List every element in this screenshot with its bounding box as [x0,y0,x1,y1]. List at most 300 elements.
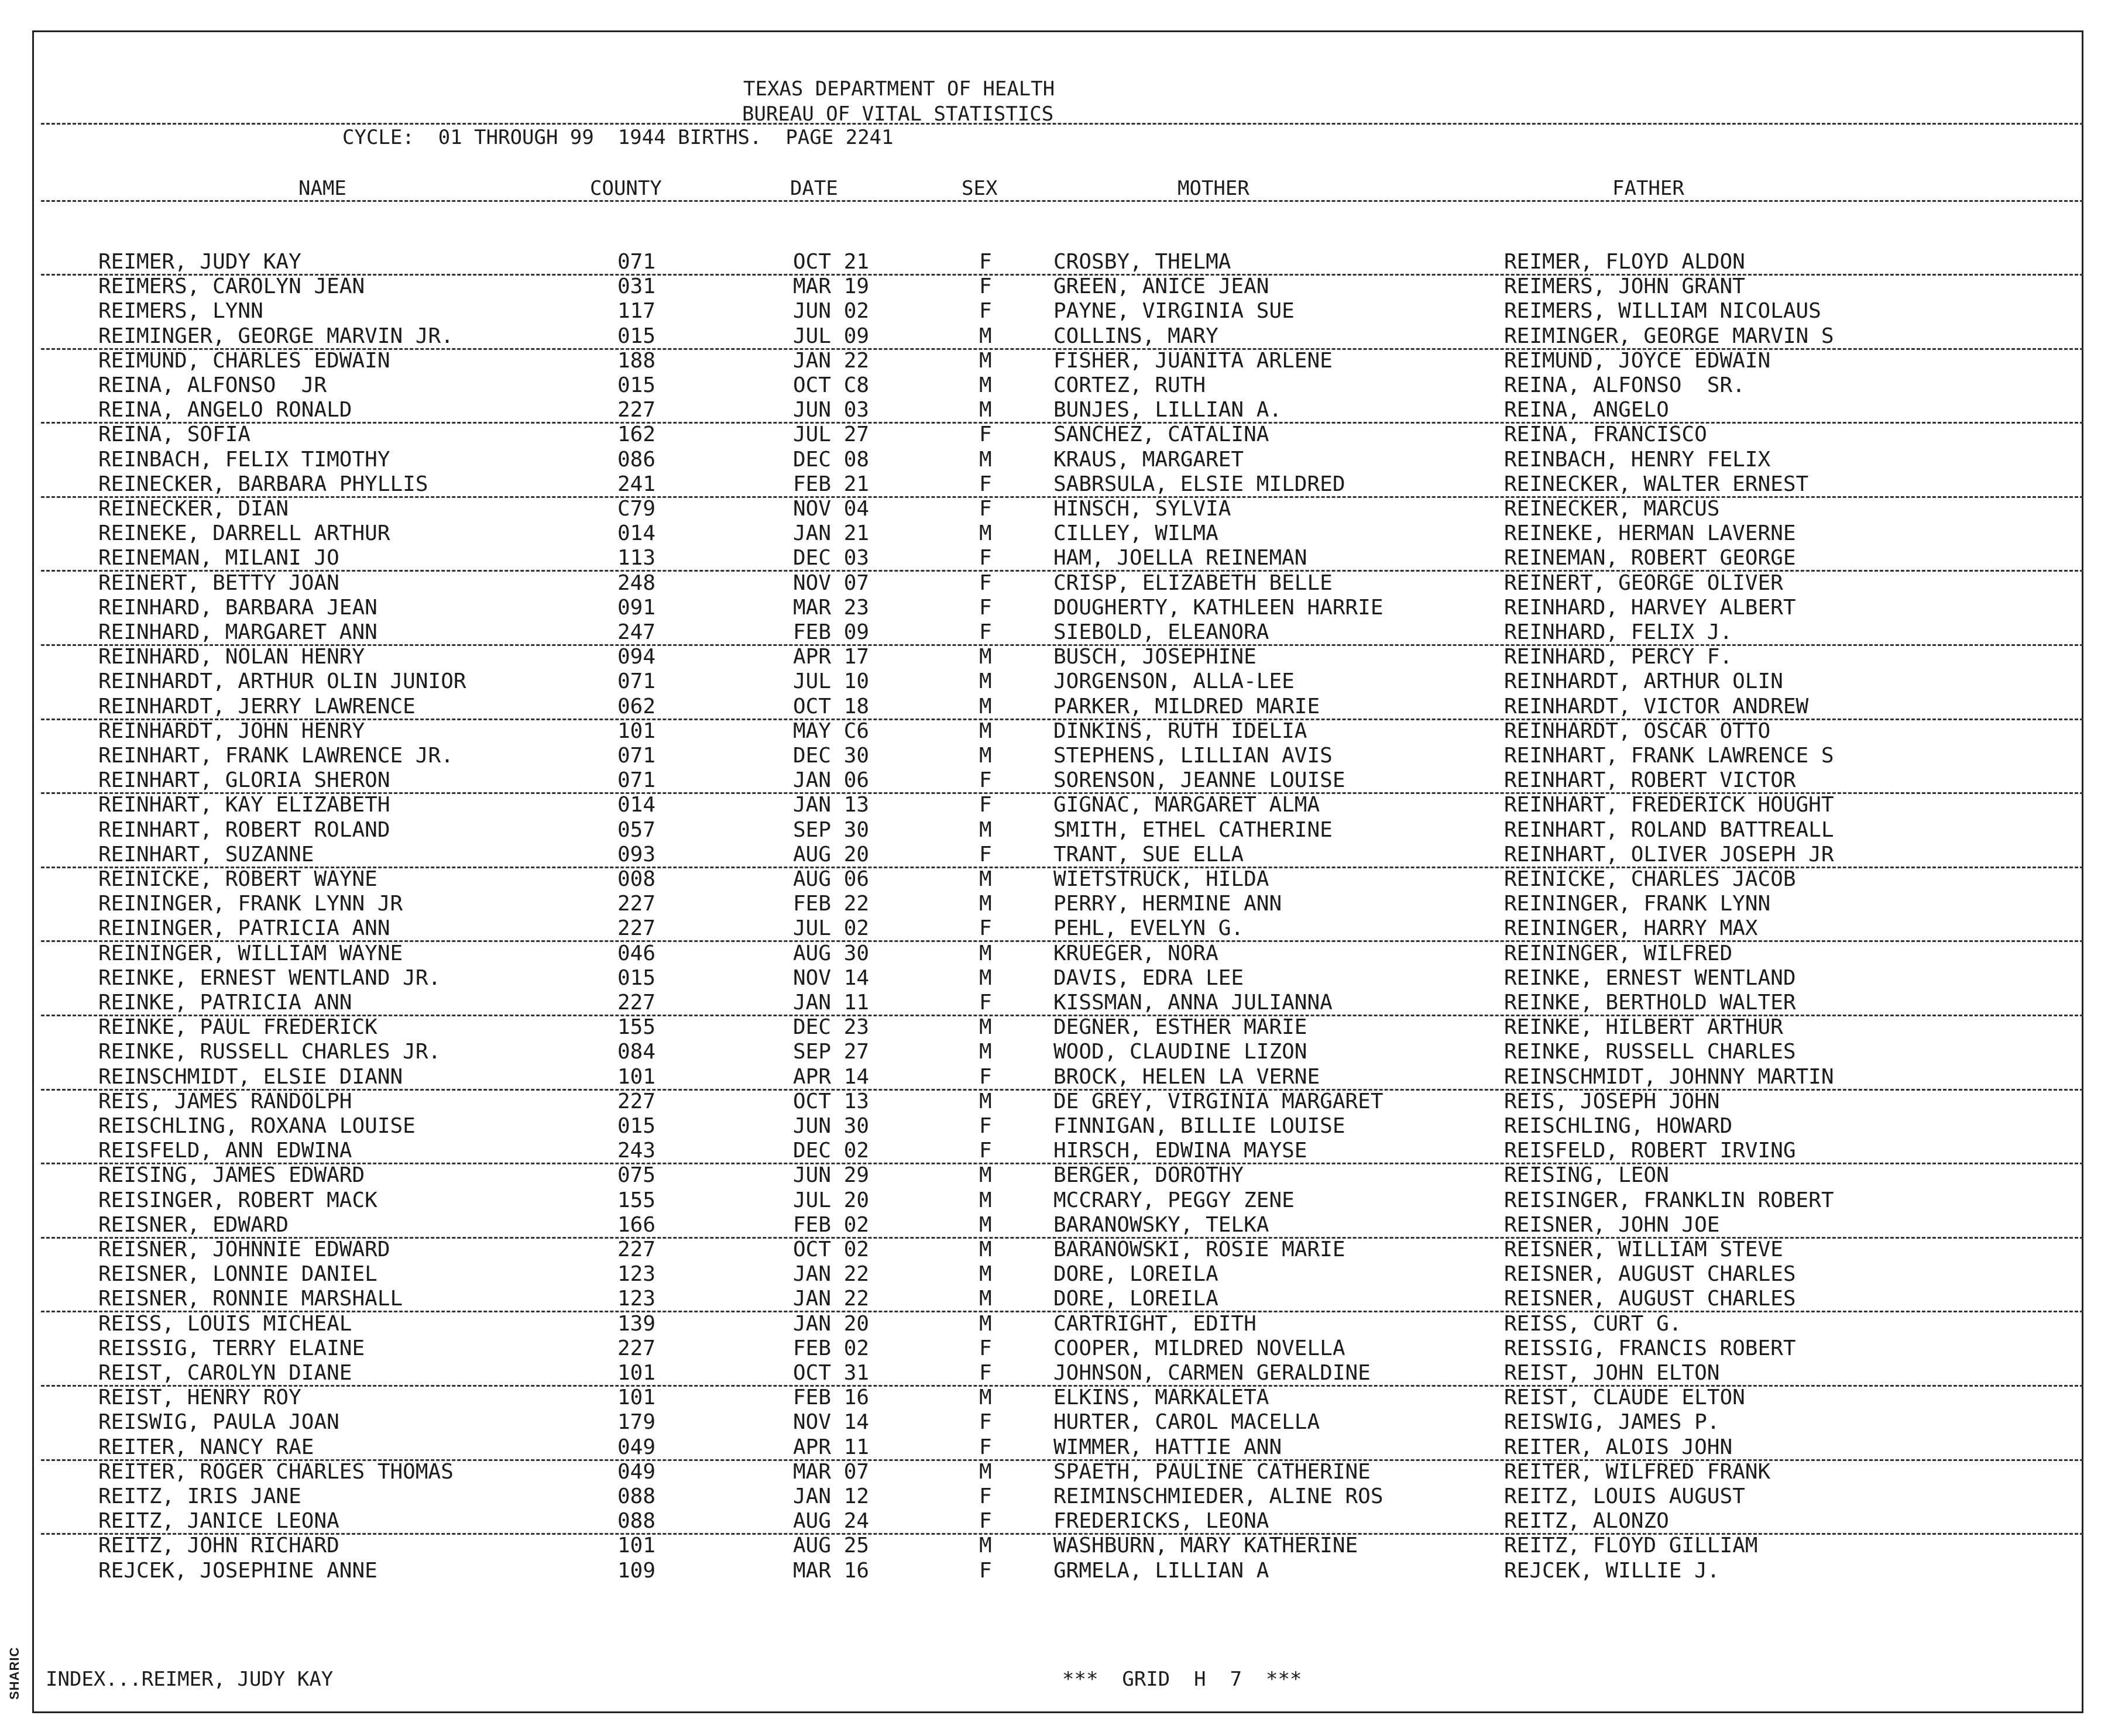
divider [41,200,2083,202]
record-sex: F [979,274,992,299]
record-county: 088 [617,1509,656,1534]
record-mother: CORTEZ, RUTH [1053,373,1206,397]
record-county: 188 [617,348,656,373]
record-county: 084 [617,1040,656,1064]
record-name: REISING, JAMES EDWARD [98,1163,365,1188]
record-name: REINHART, GLORIA SHERON [98,768,390,793]
record-mother: CRISP, ELIZABETH BELLE [1053,570,1333,595]
record-date: FEB 09 [793,620,870,644]
record-county: 247 [617,620,656,644]
record-father: REININGER, WILFRED [1504,941,1733,965]
record-date: AUG 30 [793,941,870,965]
record-date: JUL 09 [793,324,870,348]
record-sex: F [979,842,992,867]
record-date: AUG 06 [793,867,870,891]
record-name: REISINGER, ROBERT MACK [98,1188,377,1212]
record-mother: SIEBOLD, ELEANORA [1053,620,1269,644]
record-sex: M [979,1534,992,1558]
record-sex: M [979,348,992,373]
record-sex: F [979,1064,992,1089]
record-father: REINHARDT, VICTOR ANDREW [1504,694,1809,719]
record-mother: GREEN, ANICE JEAN [1053,274,1269,299]
record-date: JUN 30 [793,1114,870,1138]
record-sex: M [979,1262,992,1287]
record-father: REINHART, FRANK LAWRENCE S [1504,744,1834,768]
record-name: REISCHLING, ROXANA LOUISE [98,1114,416,1138]
record-father: REINHARD, HARVEY ALBERT [1504,595,1796,620]
report-title: TEXAS DEPARTMENT OF HEALTH [743,77,1055,101]
record-county: 015 [617,324,656,348]
record-name: REITER, NANCY RAE [98,1435,314,1459]
record-date: JUL 20 [793,1188,870,1212]
record-county: 123 [617,1287,656,1311]
record-county: 062 [617,694,656,719]
record-date: MAY C6 [793,719,870,743]
record-name: REISNER, EDWARD [98,1212,289,1237]
record-father: REINERT, GEORGE OLIVER [1504,570,1783,595]
cycle-line: CYCLE: 01 THROUGH 99 1944 BIRTHS. PAGE 2241 [342,126,894,149]
record-name: REIS, JAMES RANDOLPH [98,1089,352,1113]
record-date: MAR 16 [793,1558,870,1583]
record-father: REINHART, FREDERICK HOUGHT [1504,793,1834,817]
record-mother: HURTER, CAROL MACELLA [1053,1410,1320,1435]
record-mother: JORGENSON, ALLA-LEE [1053,669,1295,694]
record-mother: PEHL, EVELYN G. [1053,916,1244,941]
record-date: JAN 12 [793,1484,870,1508]
record-sex: F [979,793,992,817]
column-header-mother: MOTHER [1177,177,1249,200]
record-county: 155 [617,1188,656,1212]
record-county: 049 [617,1435,656,1459]
record-mother: KISSMAN, ANNA JULIANNA [1053,991,1333,1015]
record-mother: CARTRIGHT, EDITH [1053,1311,1257,1336]
record-date: DEC 23 [793,1015,870,1040]
side-label: SHARIC [7,1646,22,1700]
record-father: REINA, FRANCISCO [1504,422,1707,447]
record-mother: PARKER, MILDRED MARIE [1053,694,1320,719]
record-name: REITER, ROGER CHARLES THOMAS [98,1459,454,1484]
record-county: 094 [617,645,656,669]
record-father: REININGER, FRANK LYNN [1504,892,1771,916]
divider [41,123,2083,125]
record-sex: F [979,546,992,570]
record-county: 057 [617,817,656,842]
record-sex: M [979,1459,992,1484]
record-mother: KRUEGER, NORA [1053,941,1218,965]
record-father: REINHARD, PERCY F. [1504,645,1733,669]
record-county: 093 [617,842,656,867]
record-mother: SANCHEZ, CATALINA [1053,422,1269,447]
record-date: FEB 21 [793,472,870,496]
record-county: 101 [617,1064,656,1089]
record-name: REIMERS, LYNN [98,299,263,324]
record-father: REISSIG, FRANCIS ROBERT [1504,1336,1796,1360]
record-date: NOV 04 [793,497,870,521]
record-mother: FISHER, JUANITA ARLENE [1053,348,1333,373]
record-father: REININGER, HARRY MAX [1504,916,1758,941]
record-father: REISS, CURT G. [1504,1311,1682,1336]
record-father: REIST, JOHN ELTON [1504,1361,1720,1385]
record-mother: WIMMER, HATTIE ANN [1053,1435,1282,1459]
record-date: AUG 24 [793,1509,870,1534]
record-sex: F [979,1410,992,1435]
record-county: 227 [617,1089,656,1113]
record-date: JAN 22 [793,1262,870,1287]
record-name: REININGER, PATRICIA ANN [98,916,390,941]
record-sex: M [979,892,992,916]
record-name: REINHARDT, JERRY LAWRENCE [98,694,416,719]
column-header-father: FATHER [1612,177,1684,200]
record-mother: BUSCH, JOSEPHINE [1053,645,1257,669]
record-name: REIMINGER, GEORGE MARVIN JR. [98,324,454,348]
record-mother: TRANT, SUE ELLA [1053,842,1244,867]
record-sex: F [979,916,992,941]
record-father: REINKE, BERTHOLD WALTER [1504,991,1796,1015]
record-name: REINHART, SUZANNE [98,842,314,867]
record-father: REISNER, AUGUST CHARLES [1504,1287,1796,1311]
record-mother: DAVIS, EDRA LEE [1053,965,1244,990]
record-father: REINHART, OLIVER JOSEPH JR [1504,842,1834,867]
record-sex: F [979,497,992,521]
record-father: REIMER, FLOYD ALDON [1504,250,1745,274]
column-header-date: DATE [790,177,838,200]
record-county: C79 [617,497,656,521]
record-father: REIMUND, JOYCE EDWAIN [1504,348,1771,373]
record-name: REINSCHMIDT, ELSIE DIANN [98,1064,403,1089]
record-sex: M [979,1015,992,1040]
record-name: REISFELD, ANN EDWINA [98,1139,352,1163]
record-sex: F [979,595,992,620]
record-mother: GRMELA, LILLIAN A [1053,1558,1269,1583]
record-sex: F [979,620,992,644]
record-name: REISWIG, PAULA JOAN [98,1410,339,1435]
record-date: OCT 31 [793,1361,870,1385]
record-name: REINHART, ROBERT ROLAND [98,817,390,842]
record-name: REITZ, JOHN RICHARD [98,1534,339,1558]
record-date: JUL 02 [793,916,870,941]
record-county: 117 [617,299,656,324]
record-sex: M [979,1311,992,1336]
record-father: REINHARDT, ARTHUR OLIN [1504,669,1783,694]
record-name: REININGER, WILLIAM WAYNE [98,941,403,965]
record-father: REISWIG, JAMES P. [1504,1410,1720,1435]
record-sex: M [979,521,992,546]
record-mother: WIETSTRUCK, HILDA [1053,867,1269,891]
record-date: FEB 22 [793,892,870,916]
record-name: REINHART, KAY ELIZABETH [98,793,390,817]
record-county: 227 [617,991,656,1015]
record-sex: M [979,645,992,669]
record-father: REINEKE, HERMAN LAVERNE [1504,521,1796,546]
record-father: REINKE, RUSSELL CHARLES [1504,1040,1796,1064]
record-sex: M [979,447,992,472]
record-county: 243 [617,1139,656,1163]
record-father: REITZ, LOUIS AUGUST [1504,1484,1745,1508]
record-county: 155 [617,1015,656,1040]
record-date: MAR 19 [793,274,870,299]
record-date: OCT 21 [793,250,870,274]
record-father: REITZ, FLOYD GILLIAM [1504,1534,1758,1558]
record-mother: HINSCH, SYLVIA [1053,497,1231,521]
record-mother: COOPER, MILDRED NOVELLA [1053,1336,1345,1360]
record-father: REINECKER, WALTER ERNEST [1504,472,1809,496]
record-mother: GIGNAC, MARGARET ALMA [1053,793,1320,817]
record-mother: DORE, LOREILA [1053,1262,1218,1287]
record-sex: F [979,422,992,447]
record-sex: F [979,991,992,1015]
record-sex: M [979,398,992,422]
record-sex: F [979,570,992,595]
record-father: REINECKER, MARCUS [1504,497,1720,521]
record-mother: BROCK, HELEN LA VERNE [1053,1064,1320,1089]
record-name: REINEKE, DARRELL ARTHUR [98,521,390,546]
record-county: 015 [617,373,656,397]
record-name: REJCEK, JOSEPHINE ANNE [98,1558,377,1583]
record-county: 109 [617,1558,656,1583]
record-mother: DE GREY, VIRGINIA MARGARET [1053,1089,1384,1113]
record-date: OCT 13 [793,1089,870,1113]
record-father: REISNER, AUGUST CHARLES [1504,1262,1796,1287]
record-date: JUL 10 [793,669,870,694]
column-header-sex: SEX [962,177,998,200]
record-name: REINA, SOFIA [98,422,251,447]
record-date: NOV 14 [793,1410,870,1435]
record-mother: REIMINSCHMIEDER, ALINE ROS [1053,1484,1384,1508]
record-father: REITER, ALOIS JOHN [1504,1435,1733,1459]
record-date: JAN 22 [793,1287,870,1311]
record-county: 049 [617,1459,656,1484]
record-date: JAN 21 [793,521,870,546]
record-name: REIMUND, CHARLES EDWAIN [98,348,390,373]
record-mother: WASHBURN, MARY KATHERINE [1053,1534,1358,1558]
record-father: REINHARD, FELIX J. [1504,620,1733,644]
record-mother: JOHNSON, CARMEN GERALDINE [1053,1361,1371,1385]
record-name: REINECKER, BARBARA PHYLLIS [98,472,428,496]
record-name: REINHARD, BARBARA JEAN [98,595,377,620]
record-county: 071 [617,768,656,793]
record-mother: DOUGHERTY, KATHLEEN HARRIE [1053,595,1384,620]
record-sex: F [979,1484,992,1508]
record-name: REINHARD, NOLAN HENRY [98,645,365,669]
record-county: 015 [617,1114,656,1138]
record-father: REISNER, WILLIAM STEVE [1504,1237,1783,1261]
record-county: 227 [617,1237,656,1261]
record-mother: MCCRARY, PEGGY ZENE [1053,1188,1295,1212]
record-sex: F [979,1361,992,1385]
record-county: 113 [617,546,656,570]
record-mother: BUNJES, LILLIAN A. [1053,398,1282,422]
record-mother: KRAUS, MARGARET [1053,447,1244,472]
record-county: 088 [617,1484,656,1508]
record-county: 227 [617,916,656,941]
record-father: REINHART, ROBERT VICTOR [1504,768,1796,793]
record-sex: F [979,1509,992,1534]
record-name: REINKE, RUSSELL CHARLES JR. [98,1040,441,1064]
record-date: SEP 27 [793,1040,870,1064]
record-sex: F [979,472,992,496]
record-date: DEC 03 [793,546,870,570]
record-name: REINA, ANGELO RONALD [98,398,352,422]
record-sex: M [979,744,992,768]
record-date: OCT 02 [793,1237,870,1261]
record-county: 075 [617,1163,656,1188]
record-mother: SORENSON, JEANNE LOUISE [1053,768,1345,793]
record-county: 071 [617,744,656,768]
record-county: 031 [617,274,656,299]
record-father: REISFELD, ROBERT IRVING [1504,1139,1796,1163]
record-sex: F [979,1336,992,1360]
record-father: REIMINGER, GEORGE MARVIN S [1504,324,1834,348]
record-date: JAN 11 [793,991,870,1015]
record-father: REJCEK, WILLIE J. [1504,1558,1720,1583]
record-date: JUN 29 [793,1163,870,1188]
record-mother: SABRSULA, ELSIE MILDRED [1053,472,1345,496]
record-county: 015 [617,965,656,990]
record-name: REINEMAN, MILANI JO [98,546,339,570]
record-date: JAN 06 [793,768,870,793]
record-mother: DEGNER, ESTHER MARIE [1053,1015,1307,1040]
record-date: JUL 27 [793,422,870,447]
record-county: 123 [617,1262,656,1287]
record-county: 101 [617,1534,656,1558]
record-sex: M [979,373,992,397]
record-date: APR 17 [793,645,870,669]
record-father: REINHART, ROLAND BATTREALL [1504,817,1834,842]
record-name: REINHART, FRANK LAWRENCE JR. [98,744,454,768]
record-father: REINICKE, CHARLES JACOB [1504,867,1796,891]
record-sex: M [979,965,992,990]
record-mother: WOOD, CLAUDINE LIZON [1053,1040,1307,1064]
record-sex: F [979,250,992,274]
record-name: REINECKER, DIAN [98,497,289,521]
record-father: REINBACH, HENRY FELIX [1504,447,1771,472]
record-name: REIST, CAROLYN DIANE [98,1361,352,1385]
record-father: REINA, ANGELO [1504,398,1669,422]
record-name: REISSIG, TERRY ELAINE [98,1336,365,1360]
record-mother: SMITH, ETHEL CATHERINE [1053,817,1333,842]
record-county: 014 [617,521,656,546]
record-date: APR 11 [793,1435,870,1459]
record-mother: BARANOWSKY, TELKA [1053,1212,1269,1237]
record-sex: F [979,1139,992,1163]
record-date: MAR 23 [793,595,870,620]
record-county: 086 [617,447,656,472]
record-sex: M [979,1163,992,1188]
record-father: REIMERS, WILLIAM NICOLAUS [1504,299,1821,324]
record-father: REINHARDT, OSCAR OTTO [1504,719,1771,743]
record-name: REINKE, PAUL FREDERICK [98,1015,377,1040]
record-name: REISNER, JOHNNIE EDWARD [98,1237,390,1261]
record-name: REINA, ALFONSO JR [98,373,327,397]
record-date: DEC 02 [793,1139,870,1163]
record-name: REINKE, ERNEST WENTLAND JR. [98,965,441,990]
record-mother: HAM, JOELLA REINEMAN [1053,546,1307,570]
record-sex: M [979,1287,992,1311]
record-father: REISNER, JOHN JOE [1504,1212,1720,1237]
record-mother: CROSBY, THELMA [1053,250,1231,274]
record-name: REIMER, JUDY KAY [98,250,301,274]
record-date: FEB 16 [793,1386,870,1410]
record-mother: FINNIGAN, BILLIE LOUISE [1053,1114,1345,1138]
record-county: 241 [617,472,656,496]
record-date: DEC 08 [793,447,870,472]
record-county: 008 [617,867,656,891]
record-date: OCT C8 [793,373,870,397]
record-name: REISNER, LONNIE DANIEL [98,1262,377,1287]
record-father: REINKE, ERNEST WENTLAND [1504,965,1796,990]
record-mother: PERRY, HERMINE ANN [1053,892,1282,916]
record-sex: F [979,1558,992,1583]
record-sex: M [979,719,992,743]
record-sex: M [979,324,992,348]
record-date: FEB 02 [793,1212,870,1237]
record-mother: CILLEY, WILMA [1053,521,1218,546]
record-mother: FREDERICKS, LEONA [1053,1509,1269,1534]
record-county: 014 [617,793,656,817]
record-date: JUN 03 [793,398,870,422]
grid-footer: *** GRID H 7 *** [1062,1668,1302,1691]
record-father: REINSCHMIDT, JOHNNY MARTIN [1504,1064,1834,1089]
record-sex: M [979,694,992,719]
record-father: REITER, WILFRED FRANK [1504,1459,1771,1484]
record-date: JAN 13 [793,793,870,817]
column-header-name: NAME [298,177,346,200]
record-father: REIS, JOSEPH JOHN [1504,1089,1720,1113]
record-name: REITZ, IRIS JANE [98,1484,301,1508]
record-father: REIST, CLAUDE ELTON [1504,1386,1745,1410]
record-mother: HIRSCH, EDWINA MAYSE [1053,1139,1307,1163]
record-sex: M [979,1212,992,1237]
record-county: 139 [617,1311,656,1336]
record-sex: M [979,1237,992,1261]
record-date: NOV 14 [793,965,870,990]
record-date: DEC 30 [793,744,870,768]
record-name: REINHARDT, ARTHUR OLIN JUNIOR [98,669,466,694]
record-date: JAN 22 [793,348,870,373]
record-county: 091 [617,595,656,620]
record-father: REISCHLING, HOWARD [1504,1114,1733,1138]
record-date: JUN 02 [793,299,870,324]
record-sex: M [979,1089,992,1113]
record-county: 046 [617,941,656,965]
record-name: REIST, HENRY ROY [98,1386,301,1410]
record-mother: BARANOWSKI, ROSIE MARIE [1053,1237,1345,1261]
record-sex: M [979,1188,992,1212]
record-name: REITZ, JANICE LEONA [98,1509,339,1534]
record-date: MAR 07 [793,1459,870,1484]
index-footer: INDEX...REIMER, JUDY KAY [46,1668,334,1691]
record-sex: F [979,1114,992,1138]
record-county: 166 [617,1212,656,1237]
record-county: 227 [617,892,656,916]
column-header-county: COUNTY [590,177,662,200]
record-name: REINBACH, FELIX TIMOTHY [98,447,390,472]
record-name: REIMERS, CAROLYN JEAN [98,274,365,299]
record-county: 227 [617,398,656,422]
record-county: 227 [617,1336,656,1360]
record-father: REINEMAN, ROBERT GEORGE [1504,546,1796,570]
record-date: AUG 20 [793,842,870,867]
record-mother: SPAETH, PAULINE CATHERINE [1053,1459,1371,1484]
record-sex: F [979,299,992,324]
record-mother: DINKINS, RUTH IDELIA [1053,719,1307,743]
record-date: SEP 30 [793,817,870,842]
record-father: REISING, LEON [1504,1163,1669,1188]
record-sex: M [979,817,992,842]
record-date: JAN 20 [793,1311,870,1336]
record-name: REISNER, RONNIE MARSHALL [98,1287,403,1311]
report-subtitle: BUREAU OF VITAL STATISTICS [742,102,1054,126]
